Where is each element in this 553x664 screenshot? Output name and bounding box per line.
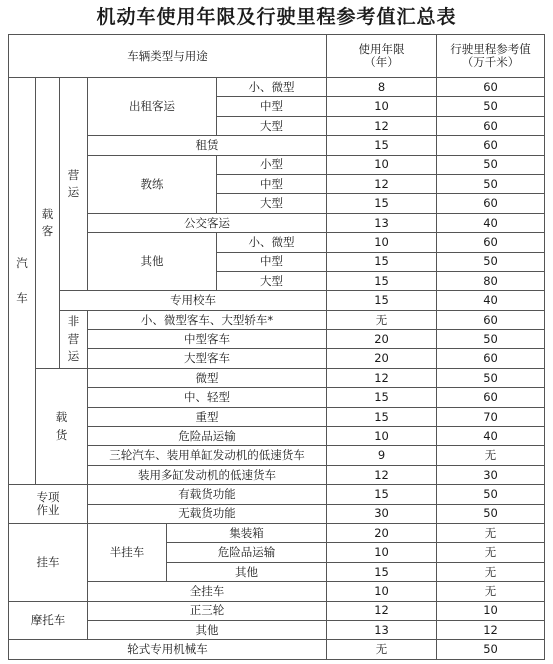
cell-years: 10: [327, 155, 437, 174]
cell-type: 微型: [88, 368, 327, 387]
header-vehicle-type: 车辆类型与用途: [9, 35, 327, 78]
cell-years: 12: [327, 368, 437, 387]
label-special-operation: 专项 作业: [9, 485, 88, 524]
cell-type: 危险品运输: [88, 427, 327, 446]
cell-type: 中型: [217, 97, 327, 116]
cell-type: 大型: [217, 116, 327, 135]
cell-years: 30: [327, 504, 437, 523]
cell-type: 大型客车: [88, 349, 327, 368]
cell-mileage: 40: [437, 213, 545, 232]
cell-mileage: 50: [437, 485, 545, 504]
label-motorcycle: 摩托车: [9, 601, 88, 640]
cell-type: 大型: [217, 271, 327, 290]
cell-type: 中型: [217, 174, 327, 193]
cell-mileage: 12: [437, 620, 545, 639]
cell-type: 危险品运输: [167, 543, 327, 562]
cell-years: 10: [327, 97, 437, 116]
cell-mileage: 60: [437, 116, 545, 135]
cell-years: 15: [327, 271, 437, 290]
cell-mileage: 40: [437, 427, 545, 446]
cell-mileage: 无: [437, 446, 545, 465]
cell-years: 15: [327, 562, 437, 581]
cell-years: 15: [327, 388, 437, 407]
cell-years: 15: [327, 136, 437, 155]
cell-mileage: 10: [437, 601, 545, 620]
cell-type: 小、微型: [217, 233, 327, 252]
cell-bus: 公交客运: [88, 213, 327, 232]
cell-type: 大型: [217, 194, 327, 213]
cell-mileage: 30: [437, 465, 545, 484]
cell-mileage: 无: [437, 582, 545, 601]
cell-type: 中、轻型: [88, 388, 327, 407]
cell-years: 15: [327, 407, 437, 426]
cell-mileage: 60: [437, 310, 545, 329]
cell-type: 小、微型客车、大型轿车*: [88, 310, 327, 329]
vehicle-table: [8, 34, 545, 660]
cell-mileage: 无: [437, 543, 545, 562]
cell-years: 12: [327, 174, 437, 193]
cell-years: 10: [327, 233, 437, 252]
cell-years: 12: [327, 465, 437, 484]
cell-type: 重型: [88, 407, 327, 426]
cell-wheeled-machinery: 轮式专用机械车: [9, 640, 327, 659]
cell-mileage: 60: [437, 388, 545, 407]
cell-mileage: 70: [437, 407, 545, 426]
cell-type: 三轮汽车、装用单缸发动机的低速货车: [88, 446, 327, 465]
cell-years: 无: [327, 640, 437, 659]
cell-years: 8: [327, 78, 437, 97]
cell-school-bus: 专用校车: [60, 291, 327, 310]
label-passenger: 载 客: [36, 78, 60, 369]
cell-years: 12: [327, 116, 437, 135]
cell-type: 中型客车: [88, 330, 327, 349]
cell-years: 20: [327, 349, 437, 368]
label-taxi: 出租客运: [88, 78, 217, 136]
label-cargo: 载 货: [36, 368, 88, 484]
cell-years: 10: [327, 543, 437, 562]
cell-mileage: 无: [437, 562, 545, 581]
label-operating: 营 运: [60, 78, 88, 291]
cell-mileage: 60: [437, 349, 545, 368]
cell-type: 小型: [217, 155, 327, 174]
cell-type: 小、微型: [217, 78, 327, 97]
header-mileage: 行驶里程参考值 （万千米）: [437, 35, 545, 78]
cell-mileage: 50: [437, 155, 545, 174]
cell-years: 无: [327, 310, 437, 329]
cell-mileage: 40: [437, 291, 545, 310]
cell-type: 正三轮: [88, 601, 327, 620]
label-non-operating: 非 营 运: [60, 310, 88, 368]
cell-years: 15: [327, 291, 437, 310]
cell-mileage: 60: [437, 78, 545, 97]
cell-type: 装用多缸发动机的低速货车: [88, 465, 327, 484]
cell-mileage: 50: [437, 97, 545, 116]
cell-type: 其他: [88, 620, 327, 639]
cell-mileage: 80: [437, 271, 545, 290]
cell-mileage: 50: [437, 174, 545, 193]
cell-type: 集装箱: [167, 523, 327, 542]
cell-years: 10: [327, 427, 437, 446]
cell-mileage: 50: [437, 252, 545, 271]
header-years: 使用年限 （年）: [327, 35, 437, 78]
cell-years: 20: [327, 523, 437, 542]
label-other: 其他: [88, 233, 217, 291]
cell-mileage: 无: [437, 523, 545, 542]
cell-type: 无载货功能: [88, 504, 327, 523]
label-trailer: 挂车: [9, 523, 88, 601]
label-auto: 汽 车: [9, 78, 36, 485]
cell-years: 10: [327, 582, 437, 601]
cell-years: 9: [327, 446, 437, 465]
cell-mileage: 60: [437, 233, 545, 252]
cell-mileage: 60: [437, 194, 545, 213]
cell-years: 13: [327, 213, 437, 232]
cell-type: 全挂车: [88, 582, 327, 601]
cell-mileage: 50: [437, 368, 545, 387]
cell-years: 13: [327, 620, 437, 639]
cell-mileage: 50: [437, 640, 545, 659]
cell-mileage: 50: [437, 504, 545, 523]
cell-years: 20: [327, 330, 437, 349]
label-training: 教练: [88, 155, 217, 213]
cell-years: 12: [327, 601, 437, 620]
cell-rental: 租赁: [88, 136, 327, 155]
cell-type: 其他: [167, 562, 327, 581]
cell-type: 有载货功能: [88, 485, 327, 504]
label-semi-trailer: 半挂车: [88, 523, 167, 581]
cell-mileage: 60: [437, 136, 545, 155]
table-title: 机动车使用年限及行驶里程参考值汇总表: [96, 6, 457, 28]
cell-years: 15: [327, 252, 437, 271]
cell-years: 15: [327, 485, 437, 504]
cell-type: 中型: [217, 252, 327, 271]
cell-years: 15: [327, 194, 437, 213]
cell-mileage: 50: [437, 330, 545, 349]
